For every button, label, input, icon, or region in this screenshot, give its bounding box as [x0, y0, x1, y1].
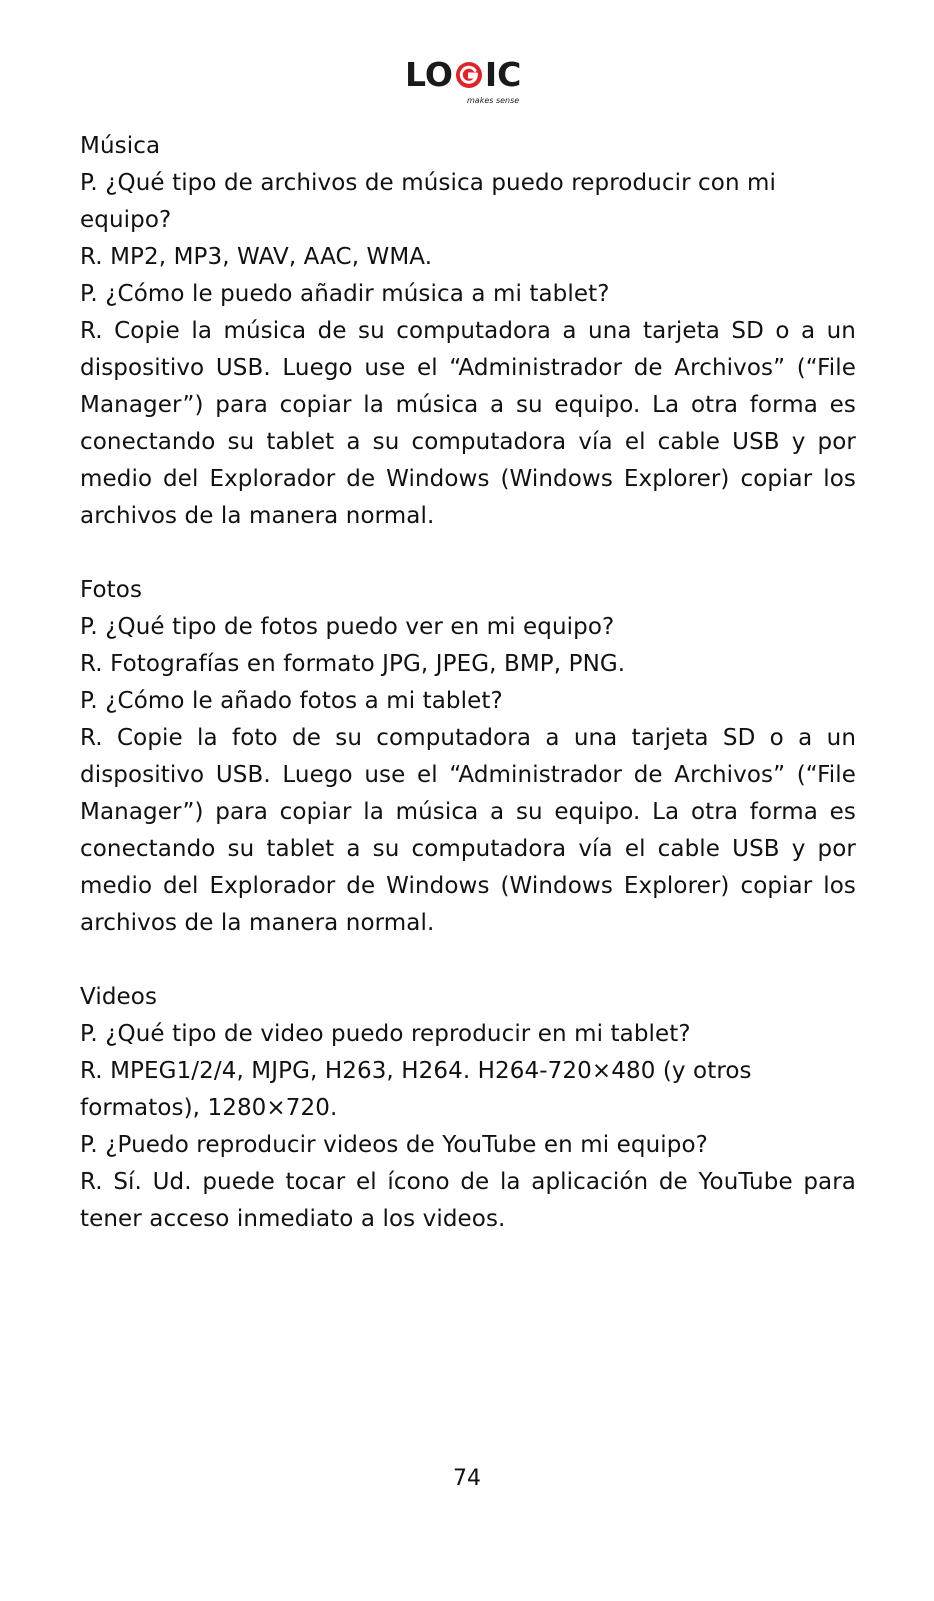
answer-label: R. [80, 244, 103, 270]
answer-text: Sí. Ud. puede tocar el ícono de la aplicación de YouTube para tener acceso inmediato a los videos. [80, 1169, 856, 1232]
logo-wordmark [405, 56, 521, 94]
answer-label: R. [80, 1058, 103, 1084]
answer-text: MP2, MP3, WAV, AAC, WMA. [102, 244, 433, 270]
page-number: 74 [453, 1466, 481, 1491]
answer-item [80, 646, 856, 683]
question-item [80, 276, 856, 313]
question-label: P. [80, 281, 98, 307]
question-label: P. [80, 170, 98, 196]
question-item [80, 1127, 856, 1164]
answer-item [80, 313, 856, 535]
logic-logo [405, 56, 535, 112]
faq-content [80, 128, 856, 1238]
answer-label: R. [80, 318, 103, 344]
question-item [80, 609, 856, 646]
answer-text: MPEG1/2/4, MJPG, H263, H264. H264-720×480 (y otros formatos), 1280×720. [80, 1058, 752, 1121]
faq-section [80, 128, 856, 535]
question-label: P. [80, 1021, 98, 1047]
logo-word-left: LO [405, 55, 453, 94]
logo-g-icon [454, 60, 484, 90]
answer-label: R. [80, 725, 103, 751]
answer-text: Copie la foto de su computadora a una tarjeta SD o a un dispositivo USB. Luego use el “Administrador de Archivos” (“File Manager”) para copiar la música a su equipo. La otra forma es conectando su tablet a su computadora vía el cable USB y por medio del Explorador de Windows (Windows Explorer) copiar los archivos de la manera normal. [80, 725, 856, 936]
answer-item [80, 1053, 856, 1127]
section-heading: Fotos [80, 577, 143, 603]
question-item [80, 683, 856, 720]
section-heading: Música [80, 133, 161, 159]
question-text: ¿Cómo le puedo añadir música a mi tablet? [97, 281, 610, 307]
question-text: ¿Qué tipo de video puedo reproducir en mi tablet? [97, 1021, 691, 1047]
question-item [80, 165, 856, 239]
faq-section [80, 979, 856, 1238]
question-text: ¿Qué tipo de fotos puedo ver en mi equipo? [97, 614, 615, 640]
answer-text: Fotografías en formato JPG, JPEG, BMP, PNG. [102, 651, 626, 677]
question-item [80, 1016, 856, 1053]
question-text: ¿Qué tipo de archivos de música puedo reproducir con mi equipo? [80, 170, 777, 233]
answer-label: R. [80, 1169, 103, 1195]
answer-item [80, 720, 856, 942]
logo-word-right: IC [484, 55, 522, 94]
answer-text: Copie la música de su computadora a una tarjeta SD o a un dispositivo USB. Luego use el “Administrador de Archivos” (“File Manager”) para copiar la música a su equipo. La otra forma es conectando su tablet a su computadora vía el cable USB y por medio del Explorador de Windows (Windows Explorer) copiar los archivos de la manera normal. [80, 318, 856, 529]
section-heading: Videos [80, 984, 158, 1010]
logo-tagline: makes sense [467, 96, 520, 105]
question-label: P. [80, 1132, 98, 1158]
question-label: P. [80, 688, 98, 714]
question-text: ¿Puedo reproducir videos de YouTube en mi equipo? [97, 1132, 708, 1158]
answer-item [80, 239, 856, 276]
question-text: ¿Cómo le añado fotos a mi tablet? [97, 688, 503, 714]
question-label: P. [80, 614, 98, 640]
answer-label: R. [80, 651, 103, 677]
faq-section [80, 572, 856, 942]
answer-item [80, 1164, 856, 1238]
